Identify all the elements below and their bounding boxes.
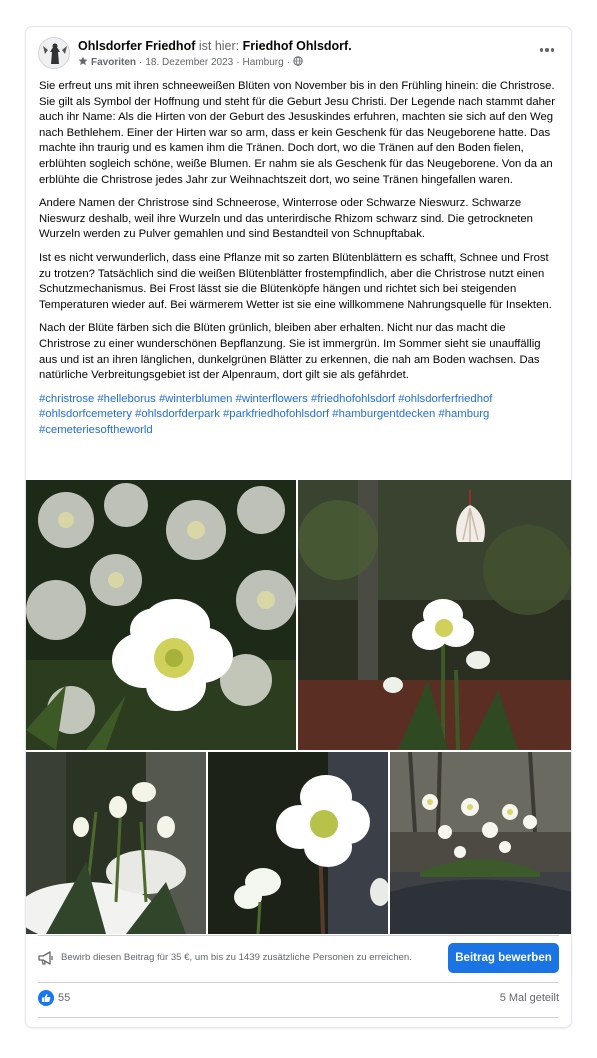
paragraph: Andere Namen der Christrose sind Schneerose, Winterrose oder Schwarze Nieswurz. Schwarze Nieswurz deshalb, weil ihre Wurzeln und das unterirdische Rhizom schwarz sind. Die getrockneten Wurzeln werden zu Pulver gemahlen und sind Bestandteil von Schnupftabak. xyxy=(39,197,533,241)
post-card xyxy=(26,27,571,1027)
paragraph: Ist es nicht verwunderlich, dass eine Pflanze mit so zarten Blütenblättern es schafft, Schnee und Frost zu trotzen? Tatsächlich sind die weißen Blütenblätter frostempfindlich, aber die Christrose nutzt einen Schutzmechanismus. Bei Frost lässt sie die Blütenköpfe hängen und richtet sich bei steigenden Temperaturen wieder auf. Bei wärmerem Wetter ist sie eine willkommene Nahrungsquelle für Insekten. xyxy=(39,251,552,311)
divider xyxy=(38,1017,559,1018)
hashtag-link[interactable]: #ohlsdorfderpark xyxy=(135,408,220,421)
megaphone-icon xyxy=(38,951,54,965)
hashtags xyxy=(39,392,559,439)
post-meta xyxy=(78,56,303,69)
photo-rose-with-shell[interactable] xyxy=(298,480,571,750)
hashtag-link[interactable]: #cemeteriesoftheworld xyxy=(39,423,153,436)
hashtag-link[interactable]: #hamburgentdecken xyxy=(332,408,436,421)
hashtag-link[interactable]: #ohlsdorferfriedhof xyxy=(398,392,493,405)
location-link[interactable]: Friedhof Ohlsdorf xyxy=(242,39,349,53)
favorites-label: Favoriten xyxy=(91,57,137,68)
photo-roses-by-gravestone[interactable] xyxy=(390,752,571,934)
promote-text: Bewirb diesen Beitrag für 35 €, um bis zu 1439 zusätzliche Personen zu erreichen. xyxy=(61,952,412,963)
meta-dot: · xyxy=(286,57,291,68)
is-here-text: ist hier: xyxy=(198,39,240,53)
star-icon xyxy=(78,56,88,69)
hashtag-link[interactable]: #winterflowers xyxy=(235,392,308,405)
meta-dot: · xyxy=(236,57,240,68)
photo-grid xyxy=(26,480,571,934)
post-place: Hamburg xyxy=(242,57,284,68)
photo-christmas-roses-closeup[interactable] xyxy=(26,480,296,750)
globe-icon xyxy=(293,56,303,69)
more-options-button[interactable] xyxy=(535,41,559,59)
hashtag-link[interactable]: #helleborus xyxy=(97,392,156,405)
promote-bar xyxy=(38,942,559,974)
hashtag-link[interactable]: #ohlsdorfcemetery xyxy=(39,408,132,421)
page-name-link[interactable]: Ohlsdorfer Friedhof xyxy=(78,39,196,53)
photo-roses-in-snow[interactable] xyxy=(26,752,206,934)
title-period: . xyxy=(348,39,352,53)
post-text xyxy=(39,79,559,446)
hashtag-link[interactable]: #hamburg xyxy=(438,408,490,421)
thumbs-up-icon[interactable] xyxy=(38,990,54,1006)
paragraph: Nach der Blüte färben sich die Blüten grünlich, bleiben aber erhalten. Nicht nur das macht die Christrose zu einer wunderschönen Bepflanzung. Sie ist immergrün. Im Sommer sieht sie unauffällig aus und ist an ihren länglichen, dunkelgrünen Blätter zu erkennen, die nah am Boden wachsen. Das natürliche Verbreitungsgebiet ist der Alpenraum, dort gilt sie als gefährdet. xyxy=(39,322,541,382)
page-avatar[interactable] xyxy=(38,37,70,69)
hashtag-link[interactable]: #winterblumen xyxy=(158,392,233,405)
hashtag-link[interactable]: #christrose xyxy=(39,392,95,405)
more-dot xyxy=(545,48,549,52)
divider xyxy=(38,935,559,936)
promote-post-button[interactable]: Beitrag bewerben xyxy=(448,943,559,973)
post-title-line xyxy=(78,39,352,53)
more-horizontal-icon xyxy=(540,48,544,52)
photo-single-christmas-rose[interactable] xyxy=(208,752,388,934)
post-header xyxy=(38,37,559,73)
post-footer xyxy=(38,989,559,1009)
like-count[interactable]: 55 xyxy=(58,992,71,1004)
more-dot xyxy=(551,48,555,52)
post-date[interactable]: 18. Dezember 2023 xyxy=(145,57,234,68)
paragraph: Sie erfreut uns mit ihren schneeweißen Blüten von November bis in den Frühling hinein: die Christrose. Sie gilt als Symbol der Hoffnung und steht für die Geburt Jesu Christi. Der Legende nach stammt daher auch ihr Name: Als die Hirten von der Geburt des Jesuskindes erfuhren, machten sie sich auf den Weg nach Bethlehem. Einer der Hirten war so arm, dass er kein Geschenk für das Neugeborene hatte. Das machte ihn traurig und es kamen ihm die Tränen. Doch dort, wo die Tränen auf den Boden fielen, erblühten sogleich schöne, weiße Blumen. Er nahm sie als Geschenk für das Neugeborene. Von da an erblühte die Christrose jedes Jahr zur Weihnachtszeit dort, wo seine Tränen hingefallen waren. xyxy=(39,80,555,186)
meta-dot: · xyxy=(139,57,143,68)
hashtag-link[interactable]: #friedhofohlsdorf xyxy=(310,392,396,405)
divider xyxy=(38,982,559,983)
hashtag-link[interactable]: #parkfriedhofohlsdorf xyxy=(223,408,330,421)
share-count[interactable]: 5 Mal geteilt xyxy=(499,992,559,1004)
